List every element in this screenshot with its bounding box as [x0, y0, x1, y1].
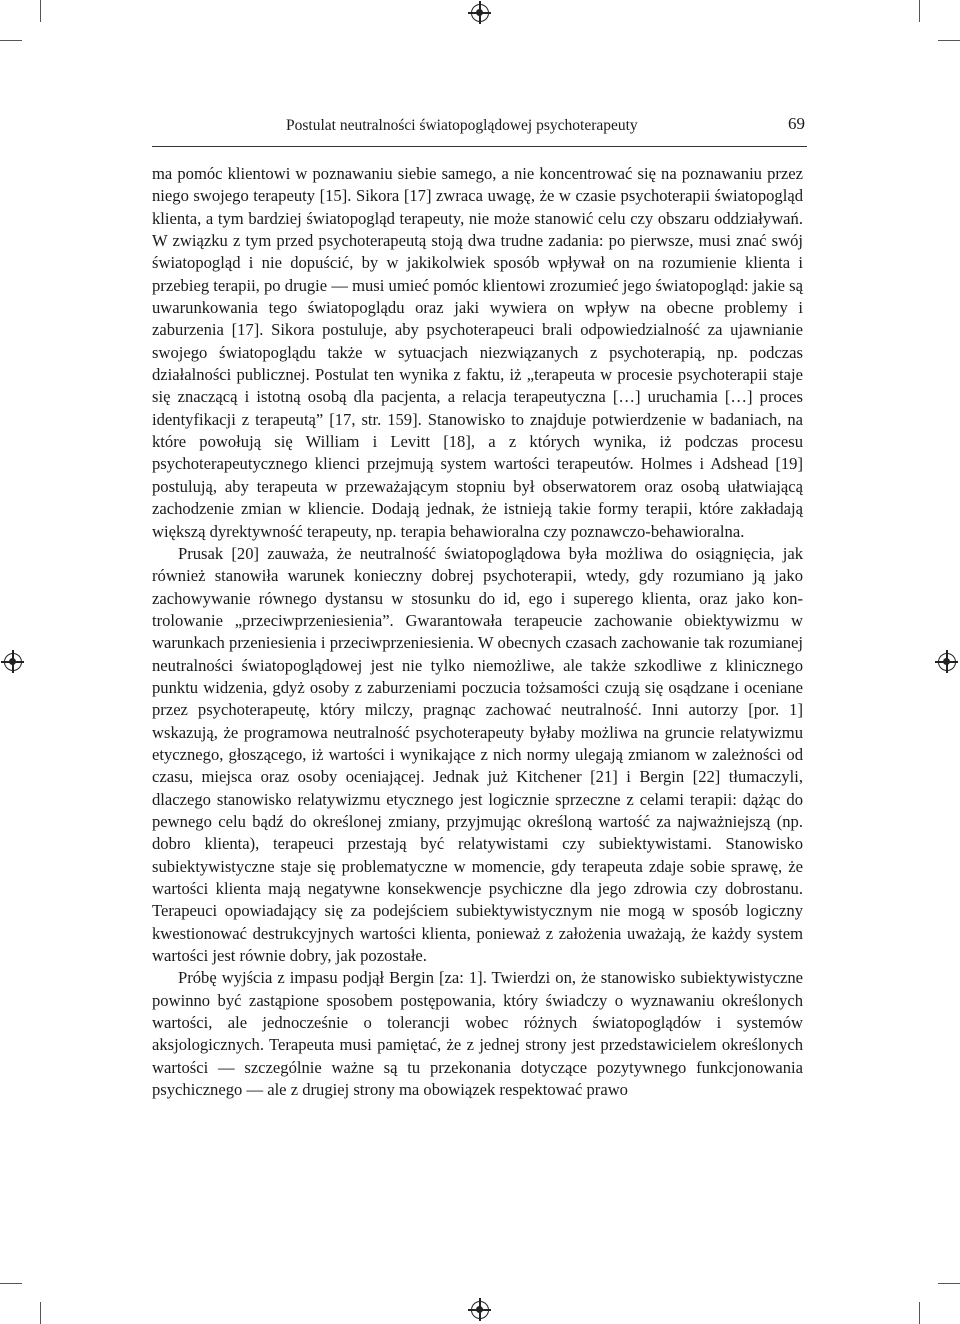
paragraph-bergin: Próbę wyjścia z impasu podjął Bergin [za: 1]. Twierdzi on, że stanowisko subiektywistyczne powinno być zastąpione sposobem postępowania, który świadczy o wyznawaniu określonych wartości, ale jednocześnie o tolerancji wobec różnych światopoglądów i systemów aksjologicznych. Terapeuta musi pamiętać, że z jednej strony jest przedstawicielem określonych wartości — szczególnie ważne są tu przekonania dotyczące pozytywnego funkcjonowania psychicznego — ale z drugiej strony ma obowiązek respektować prawo — [152, 968, 803, 1100]
registration-mark-bottom-icon — [471, 1301, 489, 1319]
page-header — [152, 112, 807, 147]
paragraph-prusak: Prusak [20] zauważa, że neutralność światopoglądowa była możliwa do osiągnięcia, jak również stanowiła warunek konieczny dobrej psychoterapii, wtedy, gdy rozumiano ją jako zachowywanie równego dystansu w stosunku do id, ego i superego klienta, oraz jako kontrolowanie „przeciwprzeniesienia”. Gwarantowała terapeucie zachowanie obiektywizmu w warunkach przeniesienia i przeciwprzeniesienia. W obecnych czasach zachowanie tak rozumianej neutralności światopoglądowej jest nie tylko niemożliwe, ale także szkodliwe z klinicznego punktu widzenia, gdyż osoby z zaburzeniami poczucia tożsamości czują się osądzane i oceniane przez psychoterapeutę, który milczy, pragnąc zachować neutralność. Inni autorzy [por. 1] wskazują, że programowa neutralność psychoterapeuty byłaby możliwa na gruncie relatywizmu etycznego, głoszącego, iż wartości i wynikające z nich normy ulegają zmianom w zależności od czasu, miejsca oraz osoby oceniającej. Jednak już Kitchener [21] i Bergin [22] tłumaczyli, dlaczego stanowisko relatywizmu etycznego jest logicznie sprzeczne z celami terapii: dążąc do pewnego celu bądź do określonej zmiany, przyjmując określoną wartość za najważniejszą (np. dobro klienta), terapeuci przestają być relatywistami czy subiektywistami. Stanowisko subiektywistyczne staje się problematyczne w momencie, gdy terapeuta zdaje sobie sprawę, że wartości klienta mają negatywne konsekwencje psychiczne dla jego zdrowia czy dobrostanu. Terapeuci opowiadający się za podejściem subiektywistycznym nie mogą w sposób logiczny kwestionować destrukcyjnych wartości klienta, ponieważ z założenia uważają, że każdy system wartości jest równie dobry, jak pozostałe. — [152, 543, 803, 966]
registration-mark-top-icon — [471, 4, 489, 22]
crop-mark-right-top — [938, 40, 960, 41]
crop-mark-left-bottom — [0, 1283, 22, 1284]
paragraph-continued: ma pomóc klientowi w poznawaniu siebie samego, a nie koncentrować się na poznawaniu przez niego swojego terapeuty [15]. Sikora [17] zwraca uwagę, że w czasie psychoterapii światopogląd klienta, a tym bardziej światopogląd terapeuty, nie może stanowić celu czy obszaru oddziaływań. W związku z tym przed psychoterapeutą stoją dwa trudne zadania: po pierwsze, musi znać swój światopogląd i nie dopuścić, by w jakikolwiek sposób wpływał on na rozumienie klienta i przebieg terapii, po drugie — musi umieć pomóc klientowi zrozumieć jego światopogląd: jakie są uwarunkowania tego światopoglądu oraz jaki wywiera on wpływ na obecne problemy i zaburzenia [17]. Sikora postuluje, aby psychoterapeuci brali odpowiedzialność za ujawnianie swojego światopoglądu także w sytuacjach niezwiązanych z psychoterapią, np. podczas działalności publicznej. Postulat ten wynika z faktu, iż „terapeuta w procesie psychoterapii staje się znaczącą i istotną osobą dla pacjenta, a relacja terapeutyczna […] uruchamia […] proces identyfikacji z terapeutą” [17, str. 159]. Stanowisko to znajduje potwierdzenie w badaniach, na które powołują się William i Levitt [18], a z których wynika, iż podczas procesu psychoterapeutycznego klienci przejmują system wartości terapeutów. Holmes i Adshead [19] postulują, aby terapeuta w przeważającym stopniu był obserwatorem oraz osobą ułatwiającą zachodzenie zmian w kliencie. Dodają jednak, że istnieją takie formy terapii, które zakładają większą dyrektywność terapeuty, np. terapia behawioralna czy poznawczo-behawioralna. — [152, 164, 803, 541]
page-number: 69 — [788, 114, 805, 133]
body-text — [152, 163, 803, 1101]
crop-mark-top-right — [919, 0, 920, 22]
crop-mark-top-left — [40, 0, 41, 22]
crop-mark-left-top — [0, 40, 22, 41]
running-head: Postulat neutralności światopoglądowej psychoterapeuty — [286, 117, 638, 134]
crop-mark-bottom-left — [40, 1302, 41, 1324]
crop-mark-bottom-right — [919, 1302, 920, 1324]
registration-mark-left-icon — [4, 653, 22, 671]
registration-mark-right-icon — [938, 653, 956, 671]
crop-mark-right-bottom — [938, 1283, 960, 1284]
